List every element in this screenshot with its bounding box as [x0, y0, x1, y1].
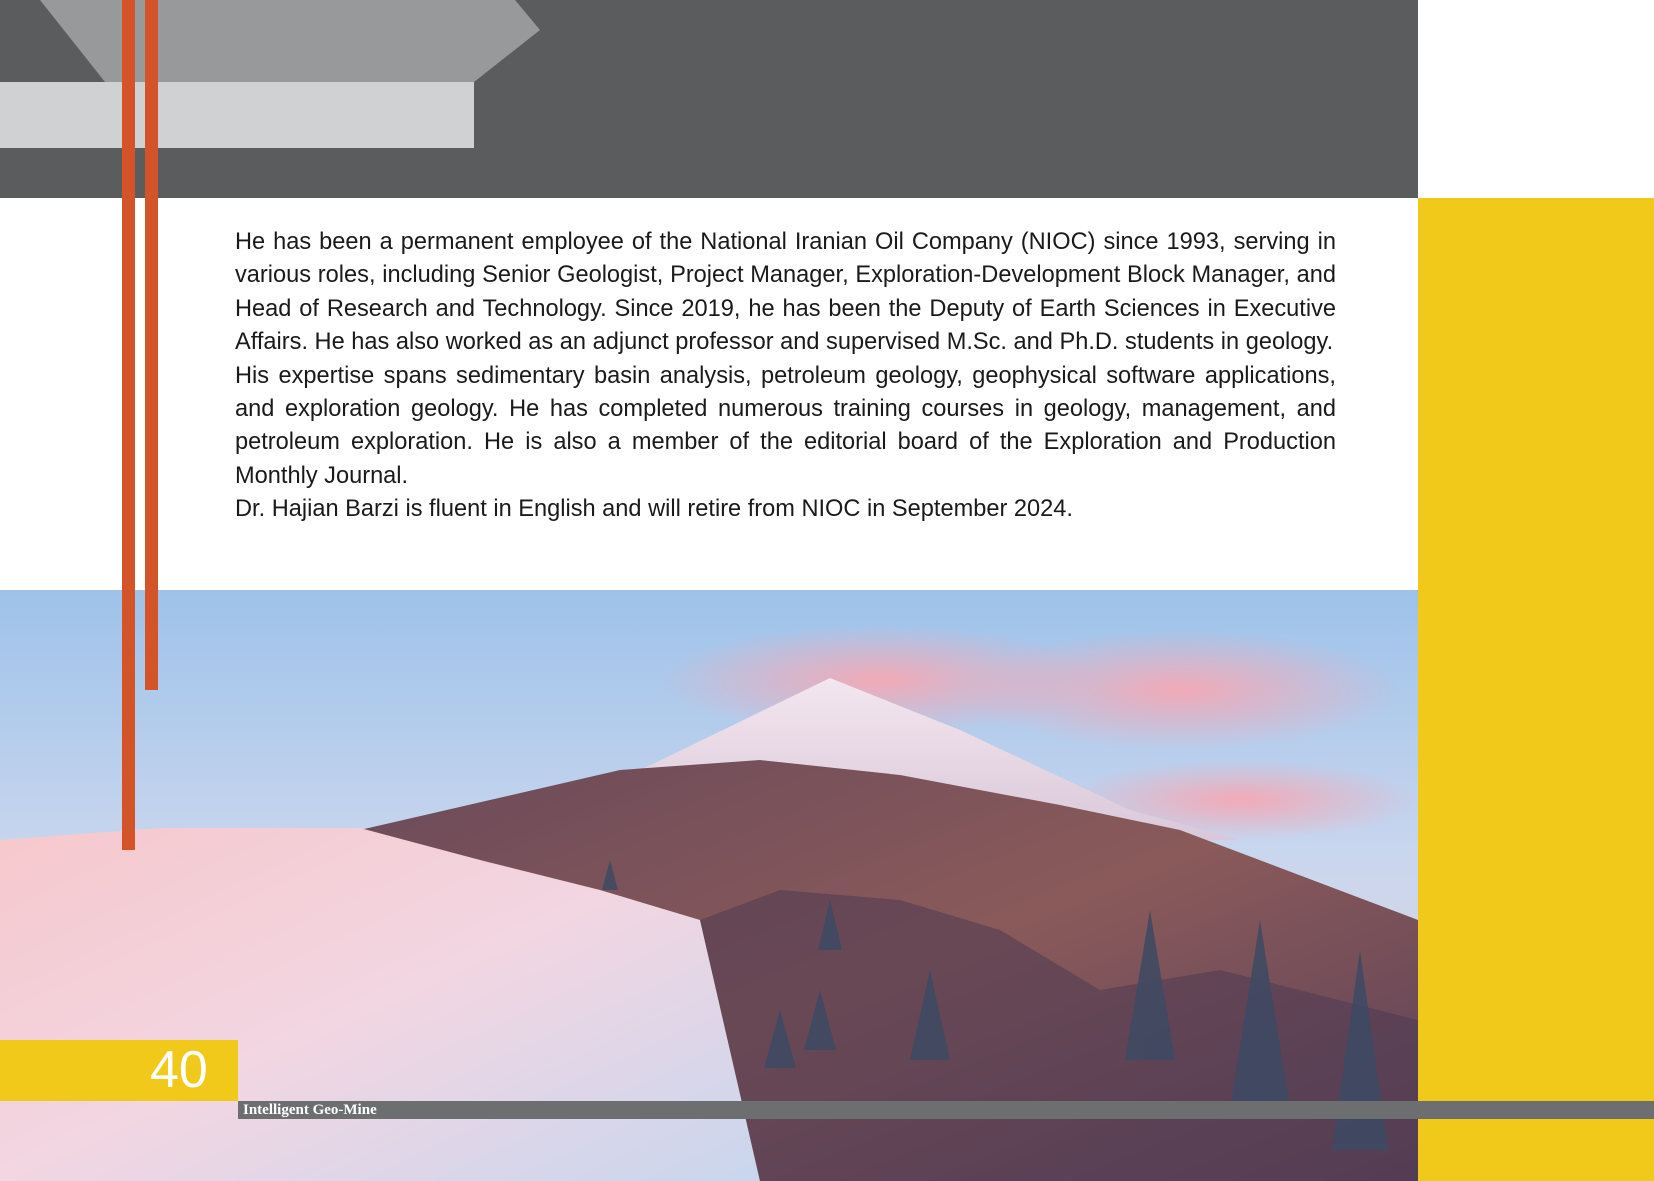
- paragraph-career: He has been a permanent employee of the National Iranian Oil Company (NIOC) since 1993, serving in various roles, including Senior Geologist, Project Manager, Exploration-Development Block Manager, and Head of Research and Technology. Since 2019, he has been the Deputy of Earth Sciences in Executive Affairs. He has also worked as an adjunct professor and supervised M.Sc. and Ph.D. students in geology.: [235, 229, 1336, 356]
- header-light-bar: [0, 82, 474, 148]
- yellow-side-panel: [1418, 198, 1654, 1181]
- page-number: 40: [150, 1041, 208, 1099]
- footer-bar: [238, 1101, 1654, 1119]
- biography-text: [235, 226, 1336, 527]
- publication-name: Intelligent Geo-Mine: [243, 1102, 377, 1118]
- paragraph-expertise: His expertise spans sedimentary basin analysis, petroleum geology, geophysical software applications, and exploration geology. He has completed numerous training courses in geology, management, and petroleum exploration. He is also a member of the editorial board of the Exploration and Production Monthly Journal.: [235, 362, 1336, 489]
- orange-accent-bar-long: [122, 0, 135, 850]
- orange-accent-bar-short: [145, 0, 158, 690]
- paragraph-languages: Dr. Hajian Barzi is fluent in English and will retire from NIOC in September 2024.: [235, 496, 1073, 523]
- header-arrow-shape: [0, 0, 540, 82]
